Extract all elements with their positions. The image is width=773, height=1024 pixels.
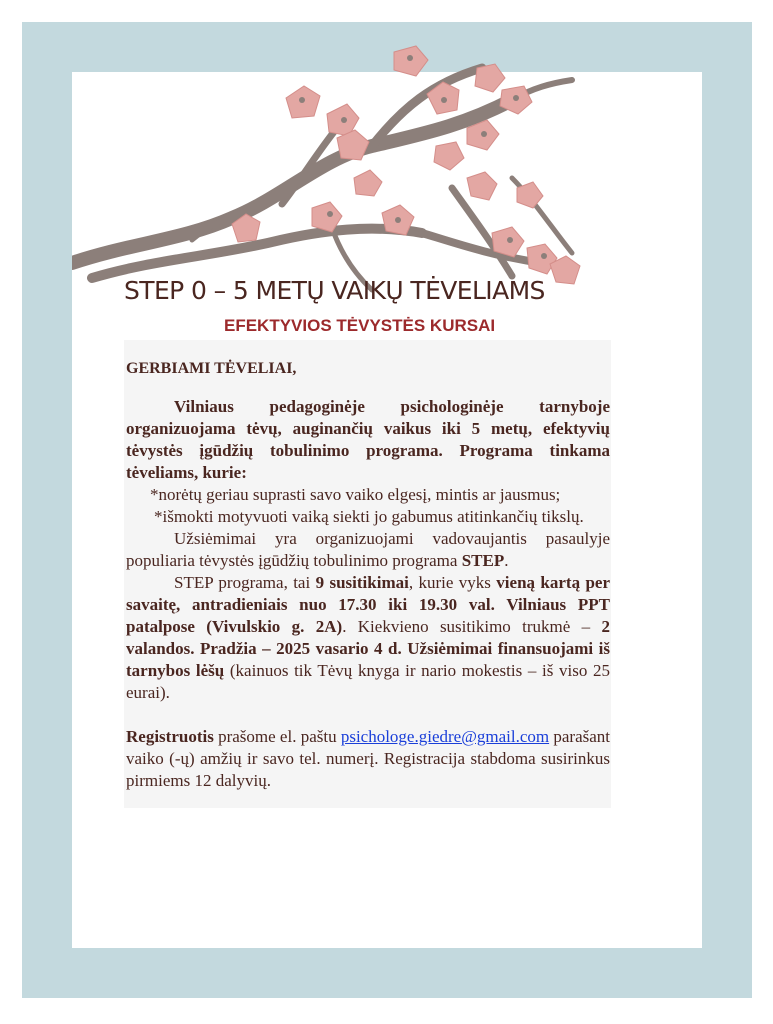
page-title: STEP 0 – 5 METŲ VAIKŲ TĖVELIAMS — [124, 276, 545, 305]
bullet-item: *norėtų geriau suprasti savo vaiko elgesį, mintis ar jausmus; — [150, 485, 561, 504]
register-text: prašome el. paštu — [213, 727, 341, 746]
bullet-item: *išmokti motyvuoti vaiką siekti jo gabumus atitinkančių tikslų. — [154, 507, 584, 526]
duration-and-start: 2 valandos. Pradžia – 2025 vasario 4 d. Užsiėmimai finansuojami iš tarnybos lėšų — [126, 617, 610, 680]
intro-text: Vilniaus pedagoginėje psichologinėje tarnyboje organizuojama tėvų, auginančių vaikus iki 5 metų, efektyvių tėvystės įgūdžių tobulinimo programa. Programa tinkama tėveliams, kurie: — [126, 397, 610, 482]
schedule-text: , kurie vyks — [408, 573, 497, 592]
schedule-text: (kainuos tik Tėvų knyga ir nario mokestis – iš viso 25 eurai). — [126, 661, 610, 702]
program-text: Užsiėmimai yra organizuojami vadovaujantis pasaulyje populiaria tėvystės įgūdžių tobulinimo programa — [126, 529, 610, 570]
program-text-end: . — [504, 551, 509, 570]
greeting: GERBIAMI TĖVELIAI, — [126, 360, 297, 377]
program-name: STEP — [461, 551, 505, 570]
announcement-body — [126, 396, 610, 792]
registration-paragraph — [126, 726, 610, 792]
schedule-details: vieną kartą per savaitę, antradieniais nuo 17.30 iki 19.30 val. Vilniaus PPT patalpose (Vivulskio g. 2A) — [126, 573, 610, 636]
schedule-text: STEP programa, tai — [174, 573, 316, 592]
schedule-text: . Kiekvieno susitikimo trukmė – — [342, 617, 602, 636]
meeting-count: 9 susitikimai — [315, 573, 409, 592]
intro-paragraph — [126, 396, 610, 484]
email-link[interactable]: psichologe.giedre@gmail.com — [340, 727, 550, 746]
announcement-text-box — [124, 340, 611, 808]
page-subtitle: EFEKTYVIOS TĖVYSTĖS KURSAI — [224, 316, 496, 335]
paragraph-gap — [126, 704, 610, 726]
schedule-paragraph — [126, 572, 610, 704]
blossom-branch-illustration — [72, 28, 592, 300]
program-paragraph — [126, 528, 610, 572]
register-text: parašant vaiko (-ų) amžių ir savo tel. numerį. Registracija stabdoma susirinkus pirmiems 12 dalyvių. — [126, 727, 610, 790]
register-label: Registruotis — [126, 727, 214, 746]
